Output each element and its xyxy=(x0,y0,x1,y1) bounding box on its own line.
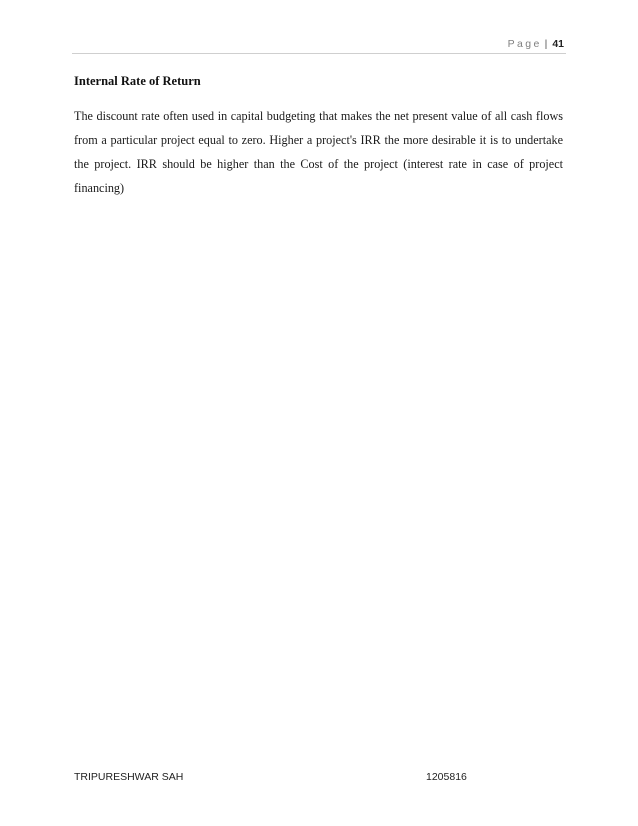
page-header xyxy=(508,38,564,50)
footer-student-id: 1205816 xyxy=(426,771,467,783)
header-divider xyxy=(72,53,566,54)
footer-author: TRIPURESHWAR SAH xyxy=(74,771,184,783)
page-label: Page xyxy=(507,38,542,50)
body-paragraph: The discount rate often used in capital budgeting that makes the net present value of all cash flows from a particular project equal to zero. Higher a project's IRR the more desirable it is to undertake the project. IRR should be higher than the Cost of the project (interest rate in case of project financing) xyxy=(74,109,563,195)
page-separator: | xyxy=(544,38,548,50)
section-heading: Internal Rate of Return xyxy=(74,74,201,88)
page-number: 41 xyxy=(552,38,564,50)
